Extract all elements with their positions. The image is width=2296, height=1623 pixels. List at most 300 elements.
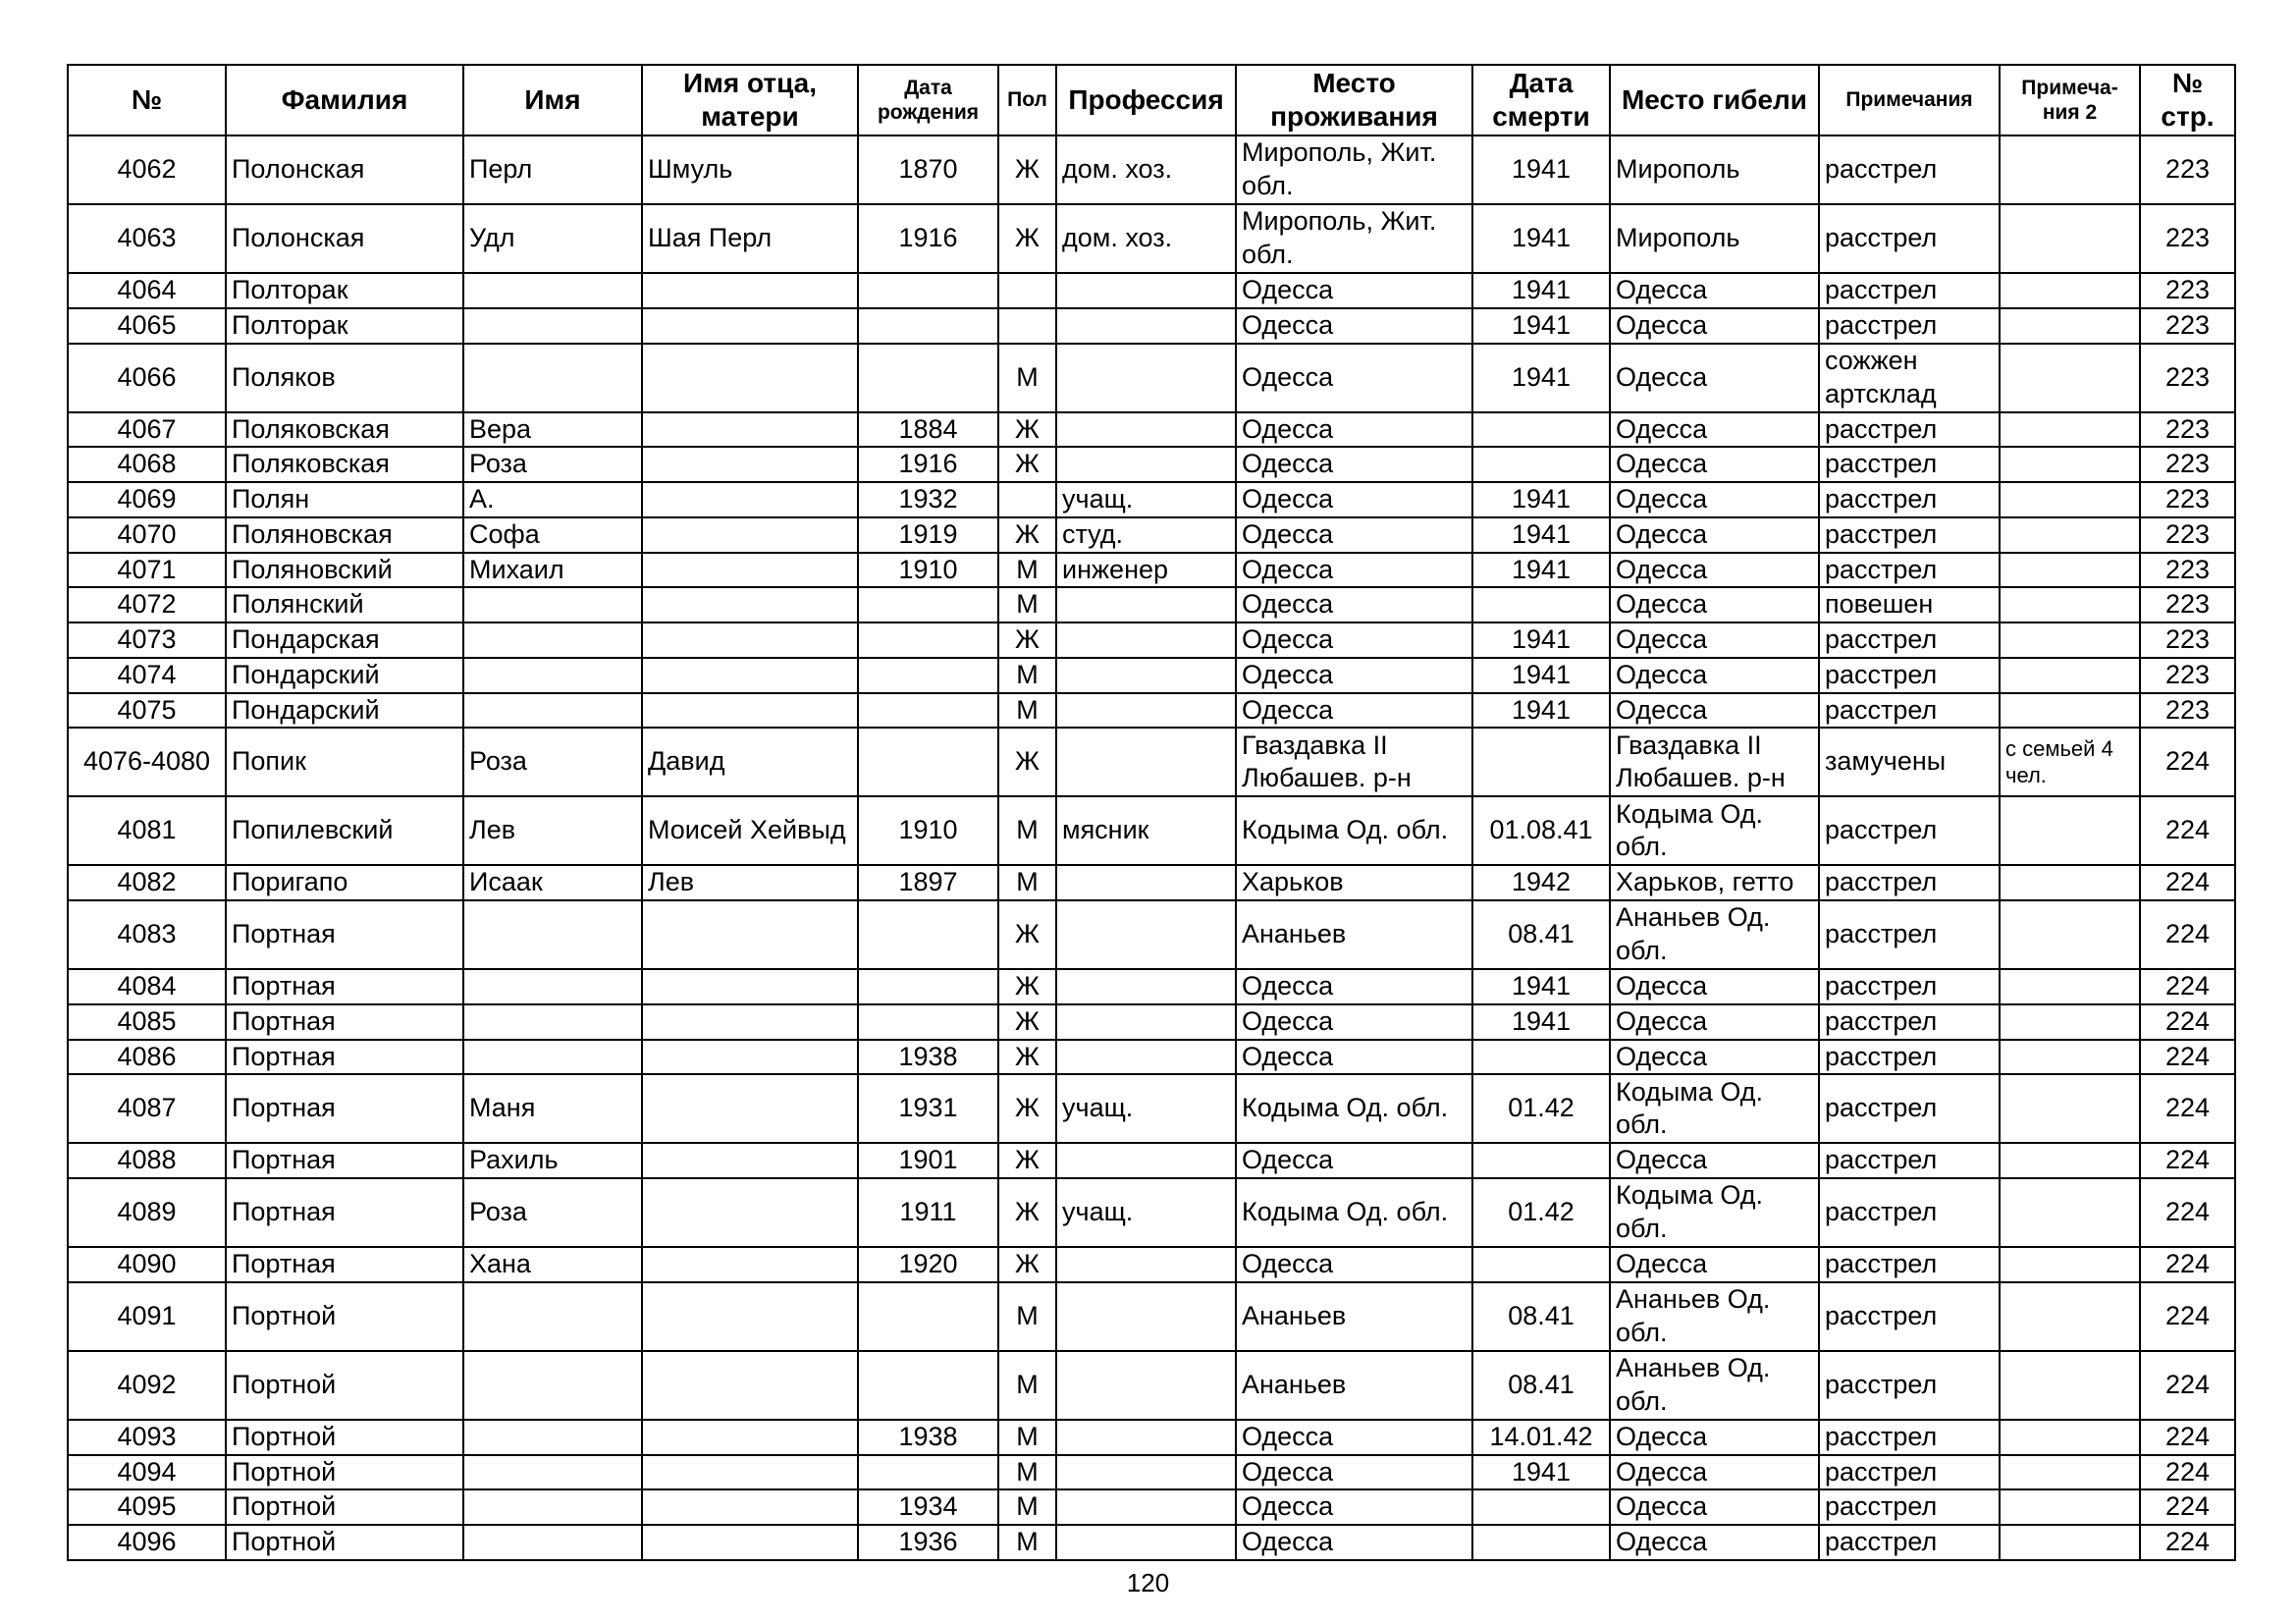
cell-residence: Одесса: [1236, 1040, 1472, 1075]
cell-parents: [642, 1455, 858, 1490]
cell-sex: М: [998, 553, 1056, 588]
col-header-name: Имя: [463, 65, 642, 135]
cell-profession: [1056, 412, 1236, 448]
cell-parents: [642, 587, 858, 622]
cell-parents: [642, 308, 858, 344]
cell-birth-date: [858, 344, 998, 412]
cell-name: [463, 1455, 642, 1490]
cell-notes-2: [2000, 900, 2140, 969]
cell-birth-date: [858, 900, 998, 969]
cell-name: Исаак: [463, 865, 642, 900]
cell-death-date: 1941: [1472, 553, 1610, 588]
cell-profession: [1056, 622, 1236, 658]
cell-death-place: Одесса: [1610, 658, 1819, 693]
cell-death-place: Ананьев Од. обл.: [1610, 1282, 1819, 1351]
cell-sex: Ж: [998, 1178, 1056, 1247]
cell-parents: [642, 1525, 858, 1560]
cell-surname: Поляновский: [226, 553, 463, 588]
cell-death-date: [1472, 447, 1610, 482]
cell-notes-2: [2000, 1420, 2140, 1455]
cell-death-date: 1941: [1472, 1455, 1610, 1490]
cell-page-ref: 224: [2140, 1143, 2235, 1178]
cell-parents: [642, 553, 858, 588]
cell-notes: расстрел: [1819, 796, 2000, 865]
cell-birth-date: 1938: [858, 1040, 998, 1075]
cell-death-date: 1941: [1472, 693, 1610, 729]
cell-notes-2: [2000, 622, 2140, 658]
cell-parents: [642, 344, 858, 412]
cell-sex: [998, 308, 1056, 344]
cell-surname: Портной: [226, 1455, 463, 1490]
cell-surname: Портная: [226, 1143, 463, 1178]
cell-notes: замучены: [1819, 728, 2000, 796]
cell-page-ref: 223: [2140, 135, 2235, 204]
cell-number: 4069: [68, 482, 226, 517]
cell-number: 4096: [68, 1525, 226, 1560]
cell-parents: [642, 693, 858, 729]
cell-name: [463, 693, 642, 729]
cell-notes: расстрел: [1819, 1074, 2000, 1143]
cell-notes-2: [2000, 447, 2140, 482]
cell-number: 4085: [68, 1004, 226, 1040]
cell-death-date: [1472, 1143, 1610, 1178]
cell-birth-date: [858, 622, 998, 658]
col-header-page-ref: № стр.: [2140, 65, 2235, 135]
cell-death-date: 01.42: [1472, 1074, 1610, 1143]
col-header-death-date: Дата смерти: [1472, 65, 1610, 135]
cell-profession: [1056, 1489, 1236, 1525]
cell-residence: Одесса: [1236, 622, 1472, 658]
cell-notes: расстрел: [1819, 553, 2000, 588]
cell-death-place: Одесса: [1610, 517, 1819, 553]
cell-number: 4071: [68, 553, 226, 588]
cell-profession: [1056, 900, 1236, 969]
cell-notes: расстрел: [1819, 658, 2000, 693]
cell-notes: расстрел: [1819, 622, 2000, 658]
cell-profession: [1056, 1455, 1236, 1490]
cell-number: 4093: [68, 1420, 226, 1455]
cell-number: 4064: [68, 273, 226, 308]
cell-profession: [1056, 1282, 1236, 1351]
cell-death-date: 1942: [1472, 865, 1610, 900]
cell-residence: Одесса: [1236, 412, 1472, 448]
cell-name: [463, 273, 642, 308]
cell-birth-date: 1901: [858, 1143, 998, 1178]
cell-page-ref: 223: [2140, 204, 2235, 273]
cell-page-ref: 223: [2140, 658, 2235, 693]
cell-name: Хана: [463, 1247, 642, 1282]
cell-page-ref: 223: [2140, 447, 2235, 482]
cell-birth-date: 1916: [858, 447, 998, 482]
cell-death-date: 1941: [1472, 344, 1610, 412]
cell-parents: [642, 1143, 858, 1178]
cell-birth-date: 1911: [858, 1178, 998, 1247]
cell-birth-date: [858, 1282, 998, 1351]
cell-surname: Поляковская: [226, 412, 463, 448]
cell-profession: [1056, 1040, 1236, 1075]
cell-parents: [642, 1040, 858, 1075]
cell-residence: Одесса: [1236, 308, 1472, 344]
cell-notes: расстрел: [1819, 1143, 2000, 1178]
table-row: [68, 344, 2235, 412]
cell-surname: Портная: [226, 900, 463, 969]
cell-name: Михаил: [463, 553, 642, 588]
cell-parents: [642, 1247, 858, 1282]
cell-number: 4092: [68, 1351, 226, 1420]
cell-surname: Полторак: [226, 273, 463, 308]
cell-parents: Давид: [642, 728, 858, 796]
cell-residence: Одесса: [1236, 1525, 1472, 1560]
cell-notes-2: [2000, 1247, 2140, 1282]
cell-parents: [642, 900, 858, 969]
cell-residence: Кодыма Од. обл.: [1236, 1074, 1472, 1143]
cell-name: [463, 344, 642, 412]
cell-page-ref: 224: [2140, 1247, 2235, 1282]
cell-profession: [1056, 344, 1236, 412]
cell-death-place: Одесса: [1610, 587, 1819, 622]
cell-parents: Шая Перл: [642, 204, 858, 273]
cell-surname: Портная: [226, 1074, 463, 1143]
cell-name: Лев: [463, 796, 642, 865]
cell-sex: Ж: [998, 622, 1056, 658]
cell-parents: [642, 1420, 858, 1455]
cell-death-date: 1941: [1472, 308, 1610, 344]
table-row: [68, 728, 2235, 796]
cell-notes: расстрел: [1819, 273, 2000, 308]
cell-residence: Одесса: [1236, 587, 1472, 622]
cell-page-ref: 223: [2140, 344, 2235, 412]
cell-profession: учащ.: [1056, 1178, 1236, 1247]
cell-death-place: Ананьев Од. обл.: [1610, 1351, 1819, 1420]
cell-profession: [1056, 1351, 1236, 1420]
cell-notes: расстрел: [1819, 865, 2000, 900]
cell-number: 4090: [68, 1247, 226, 1282]
cell-notes-2: [2000, 1525, 2140, 1560]
cell-death-place: Одесса: [1610, 1247, 1819, 1282]
cell-number: 4067: [68, 412, 226, 448]
cell-number: 4091: [68, 1282, 226, 1351]
cell-sex: [998, 482, 1056, 517]
cell-number: 4087: [68, 1074, 226, 1143]
cell-name: Маня: [463, 1074, 642, 1143]
table-row: [68, 1040, 2235, 1075]
table-row: [68, 1074, 2235, 1143]
cell-residence: Гваздавка II Любашев. р-н: [1236, 728, 1472, 796]
cell-parents: [642, 517, 858, 553]
cell-residence: Мирополь, Жит. обл.: [1236, 135, 1472, 204]
cell-death-date: 01.08.41: [1472, 796, 1610, 865]
cell-notes: расстрел: [1819, 1455, 2000, 1490]
cell-name: [463, 622, 642, 658]
cell-residence: Одесса: [1236, 969, 1472, 1004]
cell-death-place: Одесса: [1610, 1420, 1819, 1455]
cell-death-date: 1941: [1472, 273, 1610, 308]
cell-death-place: Харьков, гетто: [1610, 865, 1819, 900]
cell-notes: расстрел: [1819, 1247, 2000, 1282]
table-row: [68, 969, 2235, 1004]
cell-notes-2: [2000, 482, 2140, 517]
cell-death-place: Одесса: [1610, 412, 1819, 448]
cell-surname: Попик: [226, 728, 463, 796]
cell-notes-2: [2000, 204, 2140, 273]
table-row: [68, 1247, 2235, 1282]
cell-name: Роза: [463, 447, 642, 482]
cell-profession: дом. хоз.: [1056, 204, 1236, 273]
page-number: 120: [1126, 1568, 1170, 1597]
header-row: [68, 65, 2235, 135]
cell-death-place: Одесса: [1610, 1489, 1819, 1525]
cell-sex: Ж: [998, 1040, 1056, 1075]
cell-notes: расстрел: [1819, 135, 2000, 204]
cell-birth-date: 1938: [858, 1420, 998, 1455]
table-header: [68, 65, 2235, 135]
cell-profession: учащ.: [1056, 482, 1236, 517]
cell-parents: [642, 273, 858, 308]
cell-residence: Одесса: [1236, 482, 1472, 517]
cell-notes-2: [2000, 273, 2140, 308]
cell-residence: Одесса: [1236, 1004, 1472, 1040]
cell-residence: Одесса: [1236, 447, 1472, 482]
table-row: [68, 900, 2235, 969]
cell-death-date: 1941: [1472, 969, 1610, 1004]
cell-name: [463, 1525, 642, 1560]
cell-page-ref: 223: [2140, 553, 2235, 588]
cell-birth-date: [858, 1351, 998, 1420]
table-row: [68, 1525, 2235, 1560]
cell-notes-2: [2000, 308, 2140, 344]
cell-death-date: 01.42: [1472, 1178, 1610, 1247]
cell-death-date: 08.41: [1472, 900, 1610, 969]
table-row: [68, 622, 2235, 658]
cell-profession: инженер: [1056, 553, 1236, 588]
cell-birth-date: [858, 308, 998, 344]
cell-sex: М: [998, 1455, 1056, 1490]
cell-death-date: [1472, 1247, 1610, 1282]
cell-notes-2: [2000, 1489, 2140, 1525]
cell-surname: Пондарский: [226, 658, 463, 693]
cell-death-date: 1941: [1472, 482, 1610, 517]
cell-residence: Одесса: [1236, 553, 1472, 588]
cell-sex: Ж: [998, 1004, 1056, 1040]
table-row: [68, 135, 2235, 204]
cell-birth-date: [858, 658, 998, 693]
cell-notes: расстрел: [1819, 1178, 2000, 1247]
cell-notes-2: [2000, 693, 2140, 729]
cell-notes: расстрел: [1819, 1525, 2000, 1560]
cell-name: Перл: [463, 135, 642, 204]
cell-number: 4075: [68, 693, 226, 729]
cell-surname: Портной: [226, 1489, 463, 1525]
cell-birth-date: [858, 273, 998, 308]
cell-page-ref: 224: [2140, 900, 2235, 969]
cell-birth-date: 1931: [858, 1074, 998, 1143]
cell-residence: Одесса: [1236, 1455, 1472, 1490]
cell-birth-date: 1897: [858, 865, 998, 900]
cell-profession: [1056, 1143, 1236, 1178]
cell-notes: расстрел: [1819, 1420, 2000, 1455]
cell-parents: [642, 447, 858, 482]
cell-death-place: Мирополь: [1610, 135, 1819, 204]
cell-death-place: Одесса: [1610, 447, 1819, 482]
cell-residence: Кодыма Од. обл.: [1236, 796, 1472, 865]
cell-parents: [642, 1074, 858, 1143]
cell-surname: Портная: [226, 1040, 463, 1075]
cell-page-ref: 224: [2140, 865, 2235, 900]
cell-profession: студ.: [1056, 517, 1236, 553]
cell-notes-2: [2000, 1143, 2140, 1178]
cell-page-ref: 224: [2140, 1351, 2235, 1420]
cell-birth-date: 1870: [858, 135, 998, 204]
cell-death-place: Одесса: [1610, 1143, 1819, 1178]
cell-sex: М: [998, 865, 1056, 900]
cell-number: 4072: [68, 587, 226, 622]
cell-notes-2: [2000, 1455, 2140, 1490]
cell-profession: [1056, 308, 1236, 344]
cell-name: Роза: [463, 728, 642, 796]
cell-notes-2: [2000, 553, 2140, 588]
cell-name: [463, 658, 642, 693]
cell-page-ref: 224: [2140, 1420, 2235, 1455]
cell-number: 4068: [68, 447, 226, 482]
cell-name: [463, 969, 642, 1004]
cell-number: 4074: [68, 658, 226, 693]
cell-notes: расстрел: [1819, 517, 2000, 553]
cell-sex: М: [998, 344, 1056, 412]
cell-death-place: Одесса: [1610, 1525, 1819, 1560]
cell-profession: [1056, 728, 1236, 796]
cell-number: 4088: [68, 1143, 226, 1178]
cell-number: 4081: [68, 796, 226, 865]
table-row: [68, 1420, 2235, 1455]
col-header-birth-date: Дата рождения: [858, 65, 998, 135]
cell-notes-2: [2000, 135, 2140, 204]
cell-sex: М: [998, 796, 1056, 865]
cell-parents: [642, 1351, 858, 1420]
col-header-notes-2: Примеча-ния 2: [2000, 65, 2140, 135]
cell-notes-2: [2000, 587, 2140, 622]
cell-sex: [998, 273, 1056, 308]
cell-profession: [1056, 658, 1236, 693]
cell-profession: [1056, 447, 1236, 482]
table-row: [68, 553, 2235, 588]
cell-number: 4089: [68, 1178, 226, 1247]
cell-notes: расстрел: [1819, 1004, 2000, 1040]
cell-residence: Одесса: [1236, 344, 1472, 412]
cell-residence: Одесса: [1236, 1489, 1472, 1525]
cell-surname: Портная: [226, 1004, 463, 1040]
cell-profession: [1056, 865, 1236, 900]
cell-parents: [642, 1004, 858, 1040]
cell-number: 4076-4080: [68, 728, 226, 796]
cell-name: [463, 1282, 642, 1351]
cell-birth-date: 1932: [858, 482, 998, 517]
cell-profession: [1056, 273, 1236, 308]
cell-death-place: Кодыма Од. обл.: [1610, 1074, 1819, 1143]
cell-death-date: [1472, 1040, 1610, 1075]
cell-profession: [1056, 969, 1236, 1004]
col-header-notes: Примечания: [1819, 65, 2000, 135]
cell-parents: [642, 1489, 858, 1525]
cell-residence: Ананьев: [1236, 900, 1472, 969]
cell-sex: М: [998, 693, 1056, 729]
cell-sex: Ж: [998, 728, 1056, 796]
table-row: [68, 587, 2235, 622]
col-header-parents: Имя отца, матери: [642, 65, 858, 135]
table-row: [68, 1282, 2235, 1351]
table-row: [68, 482, 2235, 517]
cell-sex: Ж: [998, 900, 1056, 969]
cell-profession: дом. хоз.: [1056, 135, 1236, 204]
cell-birth-date: [858, 1004, 998, 1040]
cell-residence: Одесса: [1236, 658, 1472, 693]
cell-residence: Одесса: [1236, 693, 1472, 729]
cell-notes-2: [2000, 1074, 2140, 1143]
cell-surname: Полонская: [226, 135, 463, 204]
cell-profession: [1056, 1004, 1236, 1040]
cell-surname: Портной: [226, 1420, 463, 1455]
cell-notes: расстрел: [1819, 204, 2000, 273]
cell-death-place: Одесса: [1610, 308, 1819, 344]
cell-notes: сожжен артсклад: [1819, 344, 2000, 412]
cell-birth-date: [858, 969, 998, 1004]
cell-surname: Портной: [226, 1282, 463, 1351]
cell-notes-2: [2000, 517, 2140, 553]
cell-birth-date: 1916: [858, 204, 998, 273]
cell-profession: [1056, 693, 1236, 729]
cell-parents: [642, 969, 858, 1004]
cell-name: Рахиль: [463, 1143, 642, 1178]
table-row: [68, 308, 2235, 344]
cell-sex: М: [998, 1489, 1056, 1525]
cell-surname: Поригапо: [226, 865, 463, 900]
cell-sex: Ж: [998, 517, 1056, 553]
cell-residence: Одесса: [1236, 1247, 1472, 1282]
col-header-surname: Фамилия: [226, 65, 463, 135]
cell-page-ref: 224: [2140, 969, 2235, 1004]
cell-death-place: Одесса: [1610, 482, 1819, 517]
col-header-number: №: [68, 65, 226, 135]
cell-death-date: 1941: [1472, 622, 1610, 658]
table-body: [68, 135, 2235, 1560]
cell-name: [463, 1489, 642, 1525]
cell-name: Роза: [463, 1178, 642, 1247]
col-header-death-place: Место гибели: [1610, 65, 1819, 135]
cell-residence: Мирополь, Жит. обл.: [1236, 204, 1472, 273]
table-row: [68, 1004, 2235, 1040]
cell-surname: Полян: [226, 482, 463, 517]
cell-notes-2: [2000, 1004, 2140, 1040]
cell-parents: [642, 1282, 858, 1351]
cell-name: Вера: [463, 412, 642, 448]
cell-surname: Полонская: [226, 204, 463, 273]
cell-notes-2: [2000, 344, 2140, 412]
cell-surname: Портной: [226, 1351, 463, 1420]
cell-page-ref: 223: [2140, 587, 2235, 622]
cell-number: 4084: [68, 969, 226, 1004]
table-row: [68, 1351, 2235, 1420]
cell-sex: М: [998, 1525, 1056, 1560]
cell-sex: М: [998, 1351, 1056, 1420]
cell-sex: Ж: [998, 969, 1056, 1004]
cell-notes: расстрел: [1819, 900, 2000, 969]
cell-surname: Портная: [226, 1247, 463, 1282]
cell-notes: расстрел: [1819, 969, 2000, 1004]
cell-death-date: 1941: [1472, 135, 1610, 204]
cell-notes-2: [2000, 796, 2140, 865]
table-row: [68, 1178, 2235, 1247]
cell-parents: [642, 482, 858, 517]
cell-name: А.: [463, 482, 642, 517]
